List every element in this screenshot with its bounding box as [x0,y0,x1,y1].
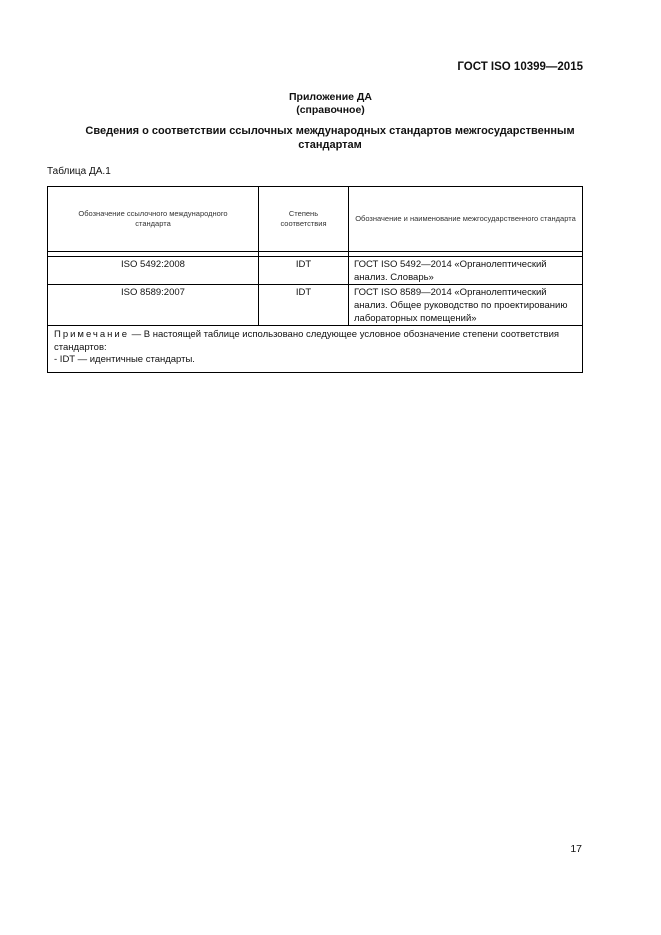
table-note [48,326,583,373]
column-header-intl: Обозначение ссылочного международного стандарта [48,187,259,252]
column-header-degree: Степень соответствия [259,187,349,252]
correspondence-table [47,186,583,373]
cell-intl: ISO 5492:2008 [48,257,259,285]
annex-title: Приложение ДА [289,91,372,103]
note-text: — В настоящей таблице использовано следующее условное обозначение степени соответствия стандартов: [54,329,560,353]
table-note-row [48,326,583,373]
table-row [48,257,583,285]
annex-heading: Сведения о соответствии ссылочных международных стандартов межгосударственным стандартам [85,125,575,151]
note-item: - IDT — идентичные стандарты. [54,354,195,365]
cell-name: ГОСТ ISO 8589—2014 «Органолептический анализ. Общее руководство по проектированию лабораторных помещений» [349,285,583,326]
cell-degree: IDT [259,257,349,285]
table-header-row [48,187,583,252]
table-row [48,285,583,326]
cell-degree: IDT [259,285,349,326]
annex-subtitle: (справочное) [296,104,365,116]
cell-intl: ISO 8589:2007 [48,285,259,326]
document-code: ГОСТ ISO 10399—2015 [457,61,583,73]
note-prefix: Примечание [54,329,129,340]
page-number: 17 [570,843,582,855]
cell-name: ГОСТ ISO 5492—2014 «Органолептический анализ. Словарь» [349,257,583,285]
table-label: Таблица ДА.1 [47,166,111,177]
column-header-name: Обозначение и наименование межгосударственного стандарта [349,187,583,252]
